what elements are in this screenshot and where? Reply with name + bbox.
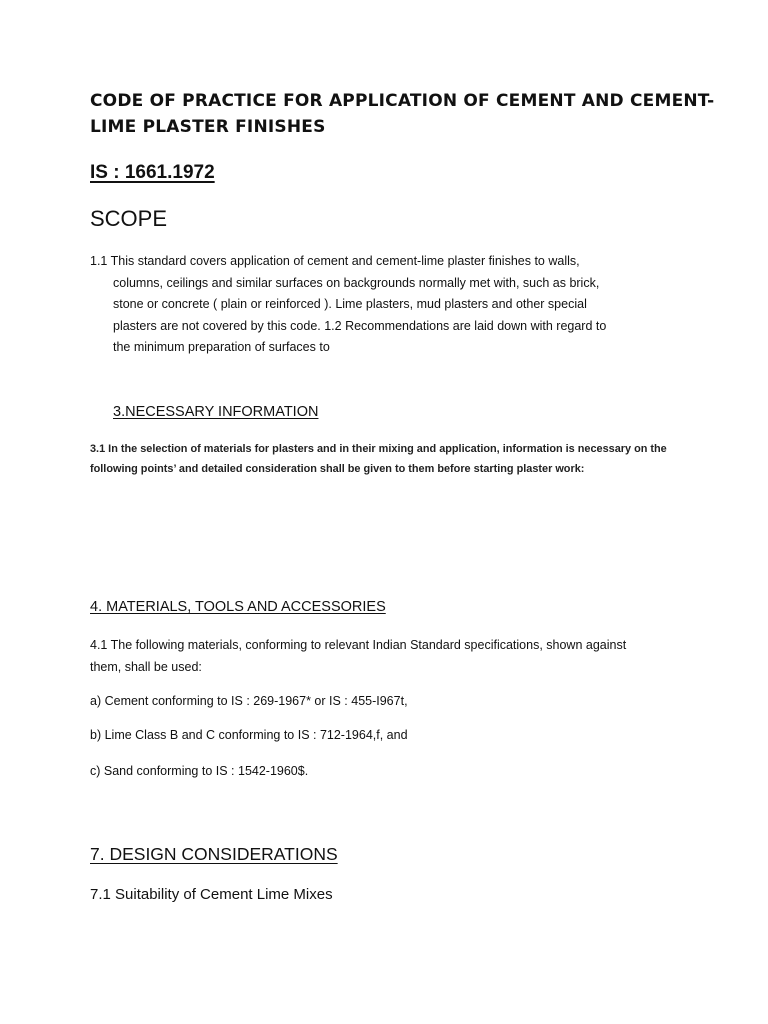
section-3-paragraph: 3.1 In the selection of materials for plasters and in their mixing and application, information is necessary on the following points’ and detailed consideration shall be given to them before starting plaster work:: [90, 443, 667, 475]
list-item: a) Cement conforming to IS : 269-1967* or IS : 455-I967t,: [90, 694, 408, 708]
scope-paragraph-line: 1.1 This standard covers application of cement and cement-lime plaster finishes to walls,: [90, 254, 580, 268]
section-4-heading: 4. MATERIALS, TOOLS AND ACCESSORIES: [90, 599, 386, 615]
section-4-paragraph: 4.1 The following materials, conforming to relevant Indian Standard specifications, shown against them, shall be used:: [90, 638, 627, 674]
section-3-heading: 3.NECESSARY INFORMATION: [113, 404, 319, 420]
list-item: c) Sand conforming to IS : 1542-1960$.: [90, 764, 309, 778]
list-item: b) Lime Class B and C conforming to IS : 712-1964,f, and: [90, 728, 408, 742]
document-title: CODE OF PRACTICE FOR APPLICATION OF CEMENT AND CEMENT-LIME PLASTER FINISHES: [90, 91, 715, 137]
section-7-heading: 7. DESIGN CONSIDERATIONS: [90, 844, 338, 864]
scope-paragraph-line: the minimum preparation of surfaces to: [113, 340, 330, 354]
scope-paragraph-line: columns, ceilings and similar surfaces on backgrounds normally met with, such as brick,: [113, 275, 600, 290]
scope-paragraph-line: stone or concrete ( plain or reinforced ). Lime plasters, mud plasters and other special: [113, 297, 587, 311]
scope-heading: SCOPE: [90, 206, 168, 231]
scope-paragraph-line: plasters are not covered by this code. 1.2 Recommendations are laid down with regard to: [113, 318, 607, 333]
standard-code: IS : 1661.1972: [90, 162, 215, 183]
section-7-subheading: 7.1 Suitability of Cement Lime Mixes: [90, 886, 333, 903]
scope-paragraph: [90, 251, 670, 359]
